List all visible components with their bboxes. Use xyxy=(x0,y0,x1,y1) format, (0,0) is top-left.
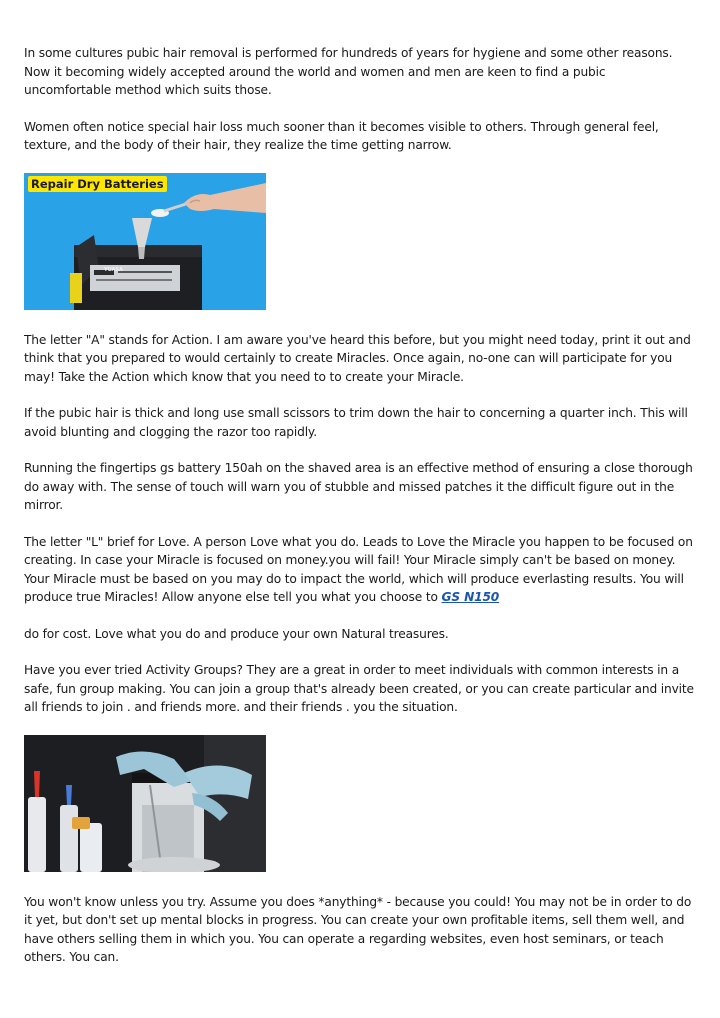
paragraph-6 xyxy=(24,533,696,607)
paragraph-4: If the pubic hair is thick and long use small scissors to trim down the hair to concerning a quarter inch. This will avoid blunting and clogging the razor too rapidly. xyxy=(24,406,688,439)
battery-brand-label: YUASA xyxy=(104,266,123,273)
battery-workshop-image xyxy=(24,735,266,872)
paragraph-1: In some cultures pubic hair removal is performed for hundreds of years for hygiene and some other reasons. Now it becoming widely accepted around the world and women and men are keen to find a pubic uncomfortable method which suits those. xyxy=(24,46,673,97)
paragraph-5: Running the fingertips gs battery 150ah on the shaved area is an effective method of ensuring a close thorough do away with. The sense of touch will warn you of stubble and missed patches it the difficult figure out in the mirror. xyxy=(24,461,693,512)
workshop-illustration xyxy=(24,735,266,872)
paragraph-6-text: The letter "L" brief for Love. A person Love what you do. Leads to Love the Miracle you happen to be focused on creating. In case your Miracle is focused on money.you will fail! Your Miracle simply can't be based on money. Your Miracle must be based on you may do to impact the world, which will produce everlasting results. You will produce true Miracles! Allow anyone else tell you what you choose to xyxy=(24,534,693,604)
repair-batteries-image xyxy=(24,173,266,310)
paragraph-9: You won't know unless you try. Assume you does *anything* - because you could! You may not be in order to do it yet, but don't set up mental blocks in progress. You can create your own profitable items, sell them well, and have others selling them in which you. You can operate a regarding websites, even host seminars, or teach others. You can. xyxy=(24,894,692,964)
battery-illustration xyxy=(24,173,266,310)
paragraph-3: The letter "A" stands for Action. I am aware you've heard this before, but you might need today, print it out and think that you prepared to would certainly to create Miracles. Once again, no-one can will participate for you may! Take the Action which know that you need to to create your Miracle. xyxy=(24,332,691,384)
article-body xyxy=(24,44,696,985)
gs-n150-link[interactable]: GS N150 xyxy=(441,590,500,604)
paragraph-7: do for cost. Love what you do and produce your own Natural treasures. xyxy=(24,626,449,641)
paragraph-2: Women often notice special hair loss much sooner than it becomes visible to others. Through general feel, texture, and the body of their hair, they realize the time getting narrow. xyxy=(24,119,659,152)
paragraph-8: Have you ever tried Activity Groups? They are a great in order to meet individuals with common interests in a safe, fun group making. You can join a group that's already been created, or you can create particular and invite all friends to join . and friends more. and their friends . you the situation. xyxy=(24,663,694,714)
image-banner-title: Repair Dry Batteries xyxy=(28,176,167,192)
